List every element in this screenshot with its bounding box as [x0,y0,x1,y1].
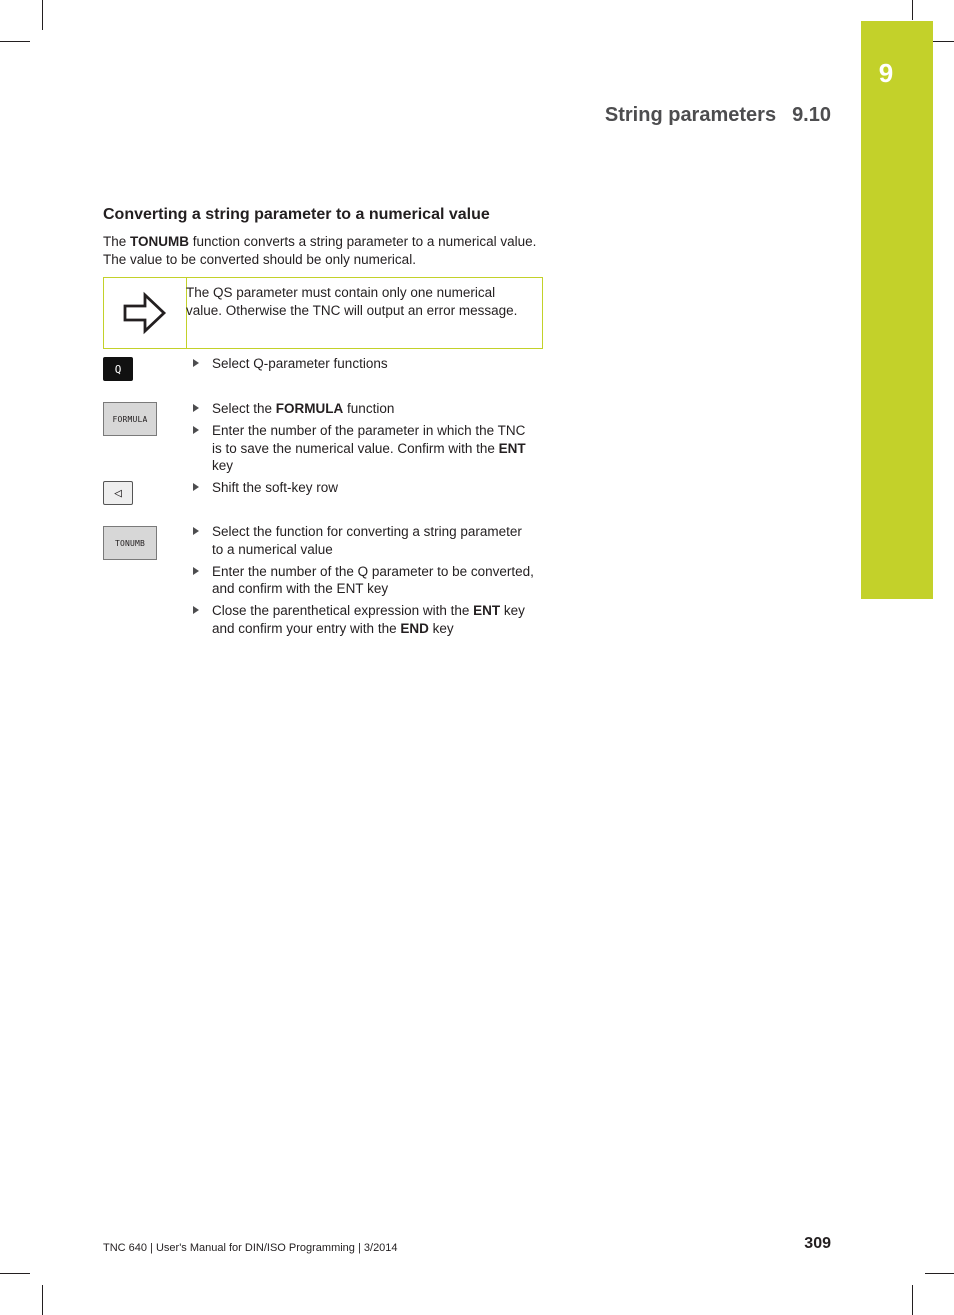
step-list [190,479,535,501]
step-keyword: ENT [498,440,526,456]
step-text: Shift the soft-key row [212,480,339,495]
step-item [190,355,535,373]
running-head-title: String parameters [604,104,777,126]
crop-mark [912,0,913,20]
step-text: Enter the number of the parameter in which the TNC is to save the numerical value. Confirm with the [212,423,526,456]
step-text: function [343,401,395,416]
bullet-triangle-icon [193,606,199,614]
step-item [190,422,535,475]
step-text: Select Q-parameter functions [212,356,388,371]
intro-text: The [103,234,131,249]
section-heading: Converting a string parameter to a numerical value [103,206,490,223]
bullet-triangle-icon [193,527,199,535]
crop-mark [925,1273,954,1274]
bullet-triangle-icon [193,426,199,434]
bullet-triangle-icon [193,483,199,491]
page-number: 309 [804,1235,831,1252]
step-text: Close the parenthetical expression with the [212,603,474,618]
bullet-triangle-icon [193,567,199,575]
intro-text: function converts a string parameter to a numerical value. The value to be converted should be only numerical. [103,234,537,267]
crop-mark [0,41,30,42]
step-item [190,563,535,598]
shift-softkey-row-key[interactable]: ◁ [103,481,133,505]
tonumb-softkey[interactable]: TONUMB [103,526,157,560]
step-list [190,355,535,377]
step-keyword: ENT [473,603,501,618]
crop-mark [0,1273,30,1274]
step-list [190,400,535,479]
crop-mark [42,1285,43,1315]
bullet-triangle-icon [193,404,199,412]
formula-softkey[interactable]: FORMULA [103,402,157,436]
step-keyword: FORMULA [275,401,344,416]
step-list [190,523,535,642]
running-head-section-number: 9.10 [792,104,831,126]
step-item [190,523,535,558]
arrow-right-icon [121,287,169,339]
running-head [605,104,831,127]
intro-keyword: TONUMB [130,234,190,249]
crop-mark [42,0,43,30]
note-text: The QS parameter must contain only one numerical value. Otherwise the TNC will output an error message. [186,285,518,318]
intro-paragraph [103,233,543,268]
note-icon-cell [104,278,187,348]
q-key[interactable]: Q [103,357,133,381]
footer-text: TNC 640 | User's Manual for DIN/ISO Programming | 3/2014 [103,1242,398,1254]
note-box [103,277,543,349]
step-text: key [428,620,454,636]
step-item [190,400,535,418]
step-keyword: END [400,620,429,636]
step-item [190,479,535,497]
step-text: key and confirm your entry with the [212,603,525,636]
crop-mark [912,1285,913,1315]
step-text: Select the function for converting a string parameter to a numerical value [212,524,522,557]
bullet-triangle-icon [193,359,199,367]
step-text: Enter the number of the Q parameter to be converted, and confirm with the ENT key [212,563,534,596]
step-text: Select the [212,401,276,416]
step-text: key [212,458,234,473]
step-item [190,602,535,637]
chapter-number: 9 [878,58,894,88]
chapter-tab [861,21,933,599]
